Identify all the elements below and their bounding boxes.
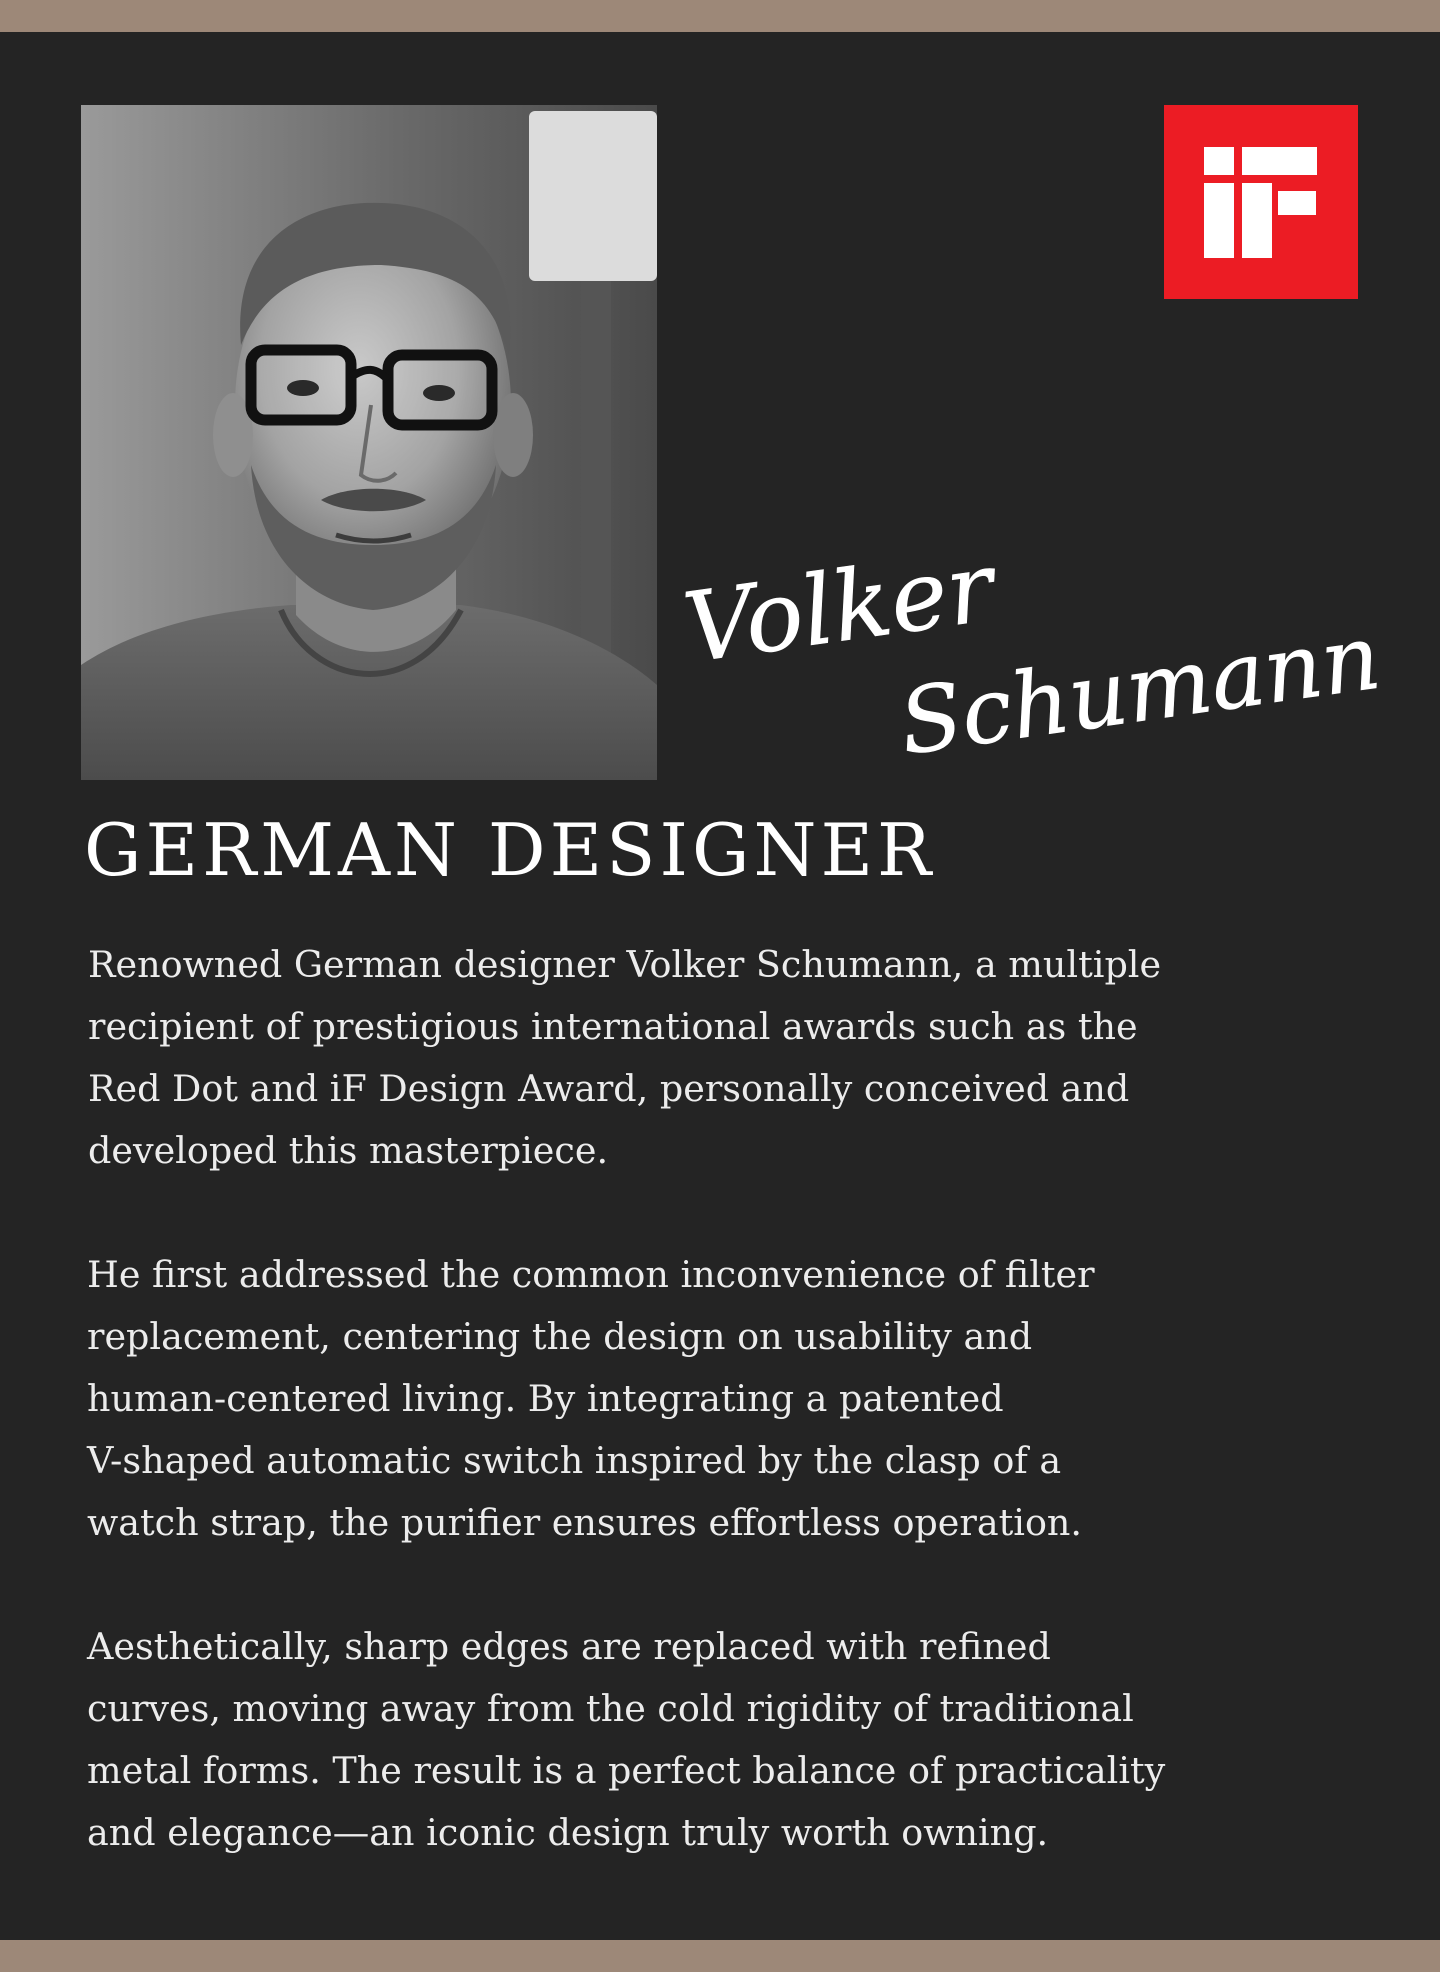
designer-portrait-photo — [81, 105, 657, 780]
designer-card — [0, 32, 1440, 1940]
bio-paragraph: He first addressed the common inconvenience of filter replacement, centering the design on usability and human-centered living. By integrating a patented V-shaped automatic switch inspired by the clasp of a watch strap, the purifier ensures effortless operation. — [87, 1253, 1095, 1544]
designer-title-heading: GERMAN DESIGNER — [84, 808, 936, 892]
bio-paragraph: Aesthetically, sharp edges are replaced with refined curves, moving away from the cold rigidity of traditional metal forms. The result is a perfect balance of practicality and elegance—an iconic design truly worth owning. — [87, 1625, 1166, 1854]
designer-bio — [88, 934, 1398, 1926]
designer-name-signature — [677, 512, 1387, 812]
bio-paragraph: Renowned German designer Volker Schumann, a multiple recipient of prestigious international awards such as the Red Dot and iF Design Award, personally conceived and developed this masterpiece. — [88, 943, 1162, 1172]
if-design-award-logo — [1164, 105, 1358, 299]
signature-first-name: Volker — [677, 530, 1001, 685]
signature-last-name: Schumann — [893, 604, 1387, 776]
